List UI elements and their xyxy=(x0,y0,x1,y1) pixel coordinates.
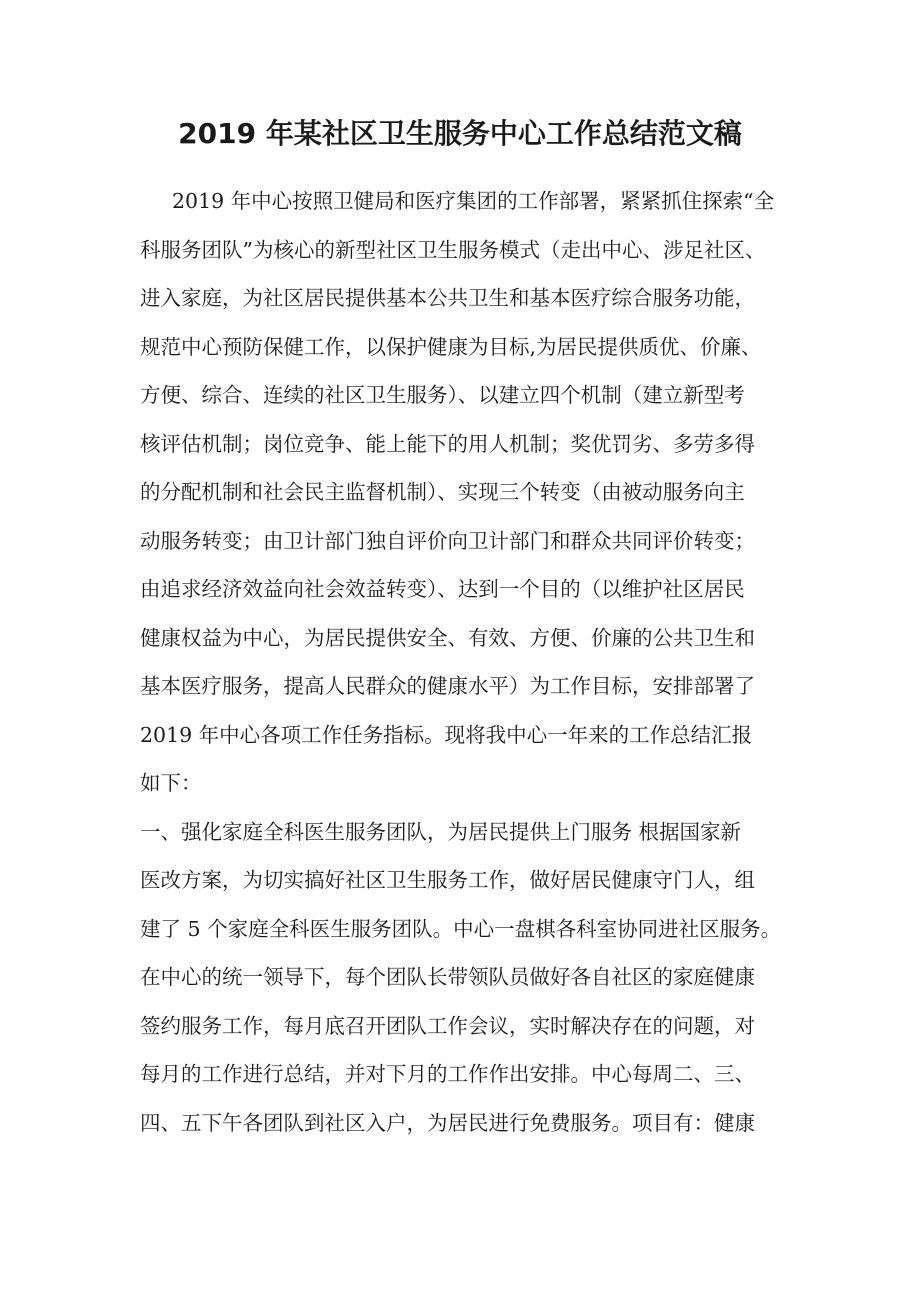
body-line: 如下： xyxy=(140,771,202,795)
document-body xyxy=(140,177,790,1147)
body-line: 四、五下午各团队到社区入户，为居民进行免费服务。项目有：健康 xyxy=(140,1110,755,1135)
body-line: 进入家庭，为社区居民提供基本公共卫生和基本医疗综合服务功能， xyxy=(140,286,755,310)
body-line: 由追求经济效益向社会效益转变）、达到一个目的（以维护社区居民 xyxy=(140,577,745,601)
body-line: 建了 5 个家庭全科医生服务团队。中心一盘棋各科室协同进社区服务。 xyxy=(140,916,782,941)
body-line: 在中心的统一领导下，每个团队长带领队员做好各自社区的家庭健康 xyxy=(140,965,755,989)
body-line: 健康权益为中心，为居民提供安全、有效、方便、价廉的公共卫生和 xyxy=(140,625,755,650)
body-line: 2019 年中心按照卫健局和医疗集团的工作部署，紧紧抓住探索“全 xyxy=(172,189,775,213)
body-line: 基本医疗服务，提高人民群众的健康水平）为工作目标，安排部署了 xyxy=(140,674,755,698)
body-line: 核评估机制；岗位竞争、能上能下的用人机制；奖优罚劣、多劳多得 xyxy=(140,431,755,456)
body-line: 签约服务工作，每月底召开团队工作会议，实时解决存在的问题，对 xyxy=(140,1013,755,1038)
body-line: 的分配机制和社会民主监督机制）、实现三个转变（由被动服务向主 xyxy=(140,480,745,504)
document-title: 2019 年某社区卫生服务中心工作总结范文稿 xyxy=(178,117,742,150)
body-line: 规范中心预防保健工作，以保护健康为目标,为居民提供质优、价廉、 xyxy=(140,334,762,359)
body-line: 每月的工作进行总结，并对下月的工作作出安排。中心每周二、三、 xyxy=(140,1062,755,1086)
body-line: 2019 年中心各项工作任务指标。现将我中心一年来的工作总结汇报 xyxy=(140,722,753,747)
body-line: 方便、综合、连续的社区卫生服务）、以建立四个机制（建立新型考 xyxy=(140,383,745,407)
body-line: 医改方案，为切实搞好社区卫生服务工作，做好居民健康守门人，组 xyxy=(140,868,755,892)
body-line: 科服务团队”为核心的新型社区卫生服务模式（走出中心、涉足社区、 xyxy=(140,237,766,262)
section-heading-line: 一、强化家庭全科医生服务团队，为居民提供上门服务 根据国家新 xyxy=(140,819,742,844)
body-line: 动服务转变；由卫计部门独自评价向卫计部门和群众共同评价转变； xyxy=(140,528,755,553)
